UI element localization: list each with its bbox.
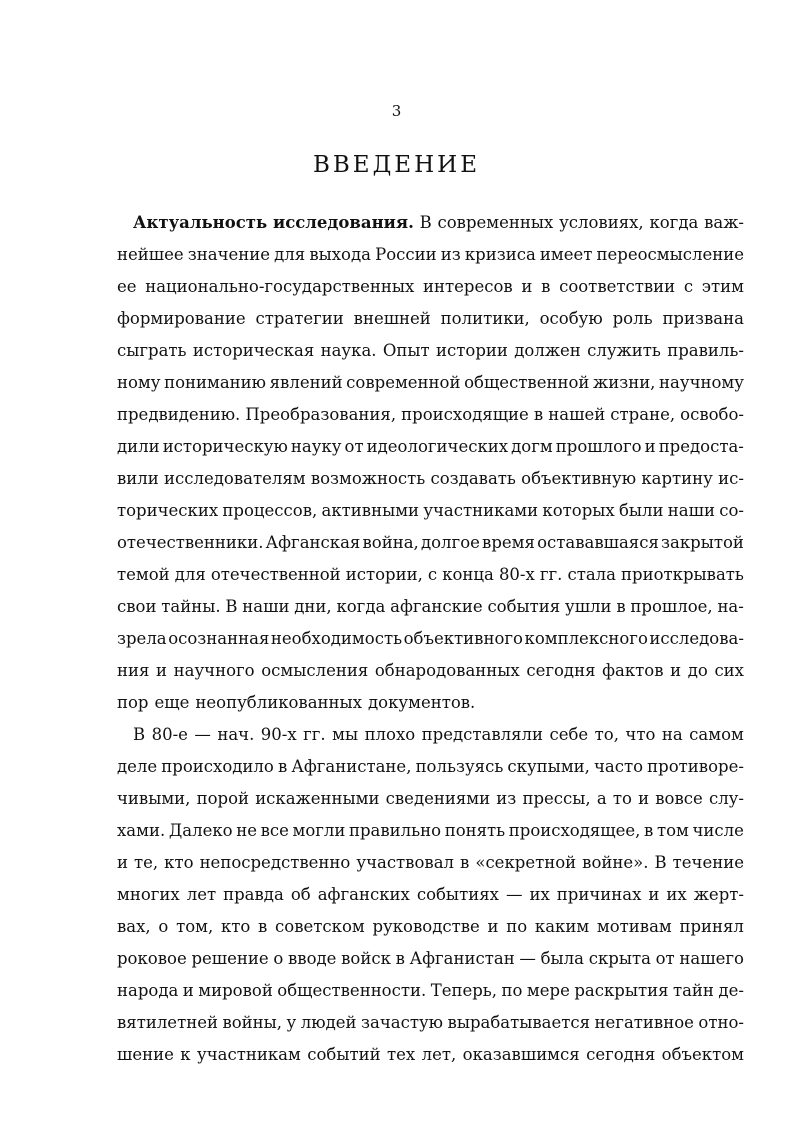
text-line: народа и мировой общественности. Теперь, по мере раскрытия тайн де-: [117, 981, 744, 1000]
text-line: и те, кто непосредственно участвовал в «секретной войне». В течение: [117, 853, 744, 872]
text-line: многих лет правда об афганских событиях — их причинах и их жерт-: [117, 885, 744, 904]
text-line: роковое решение о вводе войск в Афганистан — была скрыта от нашего: [117, 949, 744, 968]
body-text: [117, 207, 744, 1071]
page-title: ВВЕДЕНИЕ: [313, 152, 480, 178]
text-line: отечественники. Афганская война, долгое время остававшаяся закрытой: [117, 533, 744, 552]
text-line: ному пониманию явлений современной общественной жизни, научному: [117, 373, 744, 392]
text-line: вятилетней войны, у людей зачастую вырабатывается негативное отно-: [117, 1013, 744, 1032]
text-line: предвидению. Преобразования, происходящие в нашей стране, освобо-: [117, 405, 744, 424]
text-line: хами. Далеко не все могли правильно понять происходящее, в том числе: [117, 821, 744, 840]
text-line: Актуальность исследования. В современных условиях, когда важ-: [133, 213, 744, 232]
text-line: В 80-е — нач. 90-х гг. мы плохо представляли себе то, что на самом: [133, 725, 744, 744]
text-line: чивыми, порой искаженными сведениями из прессы, а то и вовсе слу-: [117, 789, 744, 808]
text-line: ния и научного осмысления обнародованных сегодня фактов и до сих: [117, 661, 744, 680]
text-line: торических процессов, активными участниками которых были наши со-: [117, 501, 744, 520]
text-line: сыграть историческая наука. Опыт истории должен служить правиль-: [117, 341, 744, 360]
text-line: нейшее значение для выхода России из кризиса имеет переосмысление: [117, 245, 744, 264]
text-line: дили историческую науку от идеологических догм прошлого и предоста-: [117, 437, 744, 456]
text-line: деле происходило в Афганистане, пользуясь скупыми, часто противоре-: [117, 757, 744, 776]
text-line: зрела осознанная необходимость объективного комплексного исследова-: [117, 629, 744, 648]
text-line: ее национально-государственных интересов и в соответствии с этим: [117, 277, 744, 296]
paragraph-eighties: [117, 719, 744, 1071]
page-number: 3: [391, 102, 402, 120]
paragraph-relevance: [117, 207, 744, 719]
text-line: шение к участникам событий тех лет, оказавшимся сегодня объектом: [117, 1045, 744, 1064]
text-line: пор еще неопубликованных документов.: [117, 693, 476, 712]
text-line: свои тайны. В наши дни, когда афганские события ушли в прошлое, на-: [117, 597, 744, 616]
text-line: темой для отечественной истории, с конца 80-х гг. стала приоткрывать: [117, 565, 744, 584]
text-line: формирование стратегии внешней политики, особую роль призвана: [117, 309, 744, 328]
text-line: вили исследователям возможность создавать объективную картину ис-: [117, 469, 744, 488]
text-line: вах, о том, кто в советском руководстве и по каким мотивам принял: [117, 917, 744, 936]
